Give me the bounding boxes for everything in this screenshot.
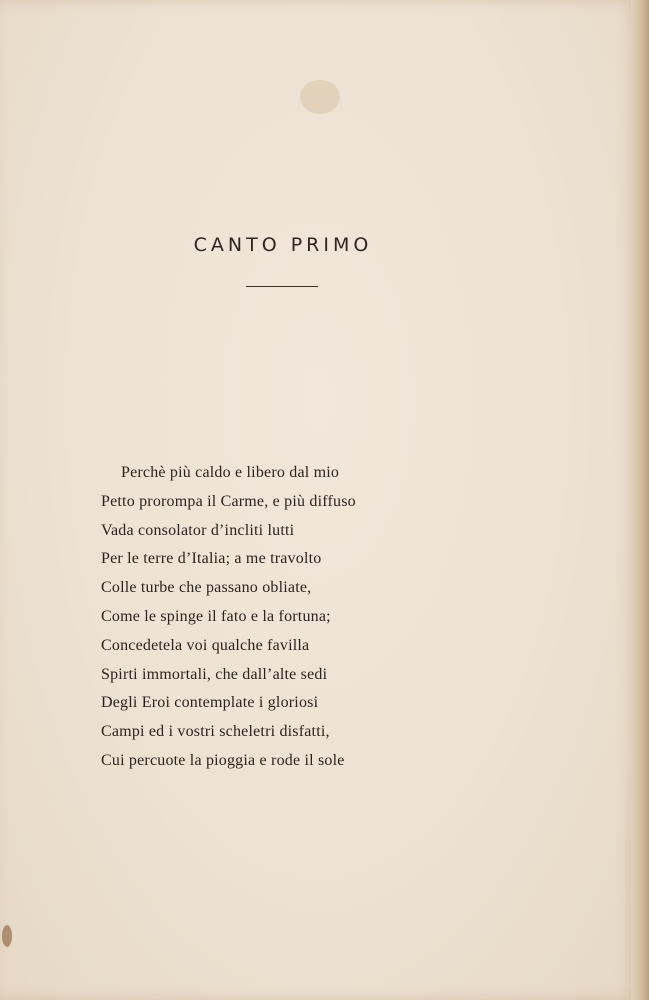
paper-stain xyxy=(2,925,12,947)
poem-line: Colle turbe che passano obliate, xyxy=(101,579,312,597)
paper-stain xyxy=(300,80,340,114)
poem-line: Cui percuote la pioggia e rode il sole xyxy=(101,751,345,769)
poem-stanza xyxy=(101,459,356,776)
poem-line: Degli Eroi contemplate i gloriosi xyxy=(101,694,319,712)
poem-line: Per le terre d’Italia; a me travolto xyxy=(101,550,322,568)
page-edge xyxy=(631,0,649,1000)
poem-line: Concedetela voi qualche favilla xyxy=(101,636,310,654)
page-title: CANTO PRIMO xyxy=(193,234,373,256)
poem-line: Perchè più caldo e libero dal mio xyxy=(121,464,340,481)
title-divider xyxy=(246,286,318,287)
poem-line: Campi ed i vostri scheletri disfatti, xyxy=(101,723,330,741)
poem-line: Petto prorompa il Carme, e più diffuso xyxy=(101,492,356,510)
poem-line: Vada consolator d’incliti lutti xyxy=(101,521,295,539)
poem-line: Come le spinge il fato e la fortuna; xyxy=(101,607,331,625)
poem-line: Spirti immortali, che dall’alte sedi xyxy=(101,665,328,683)
